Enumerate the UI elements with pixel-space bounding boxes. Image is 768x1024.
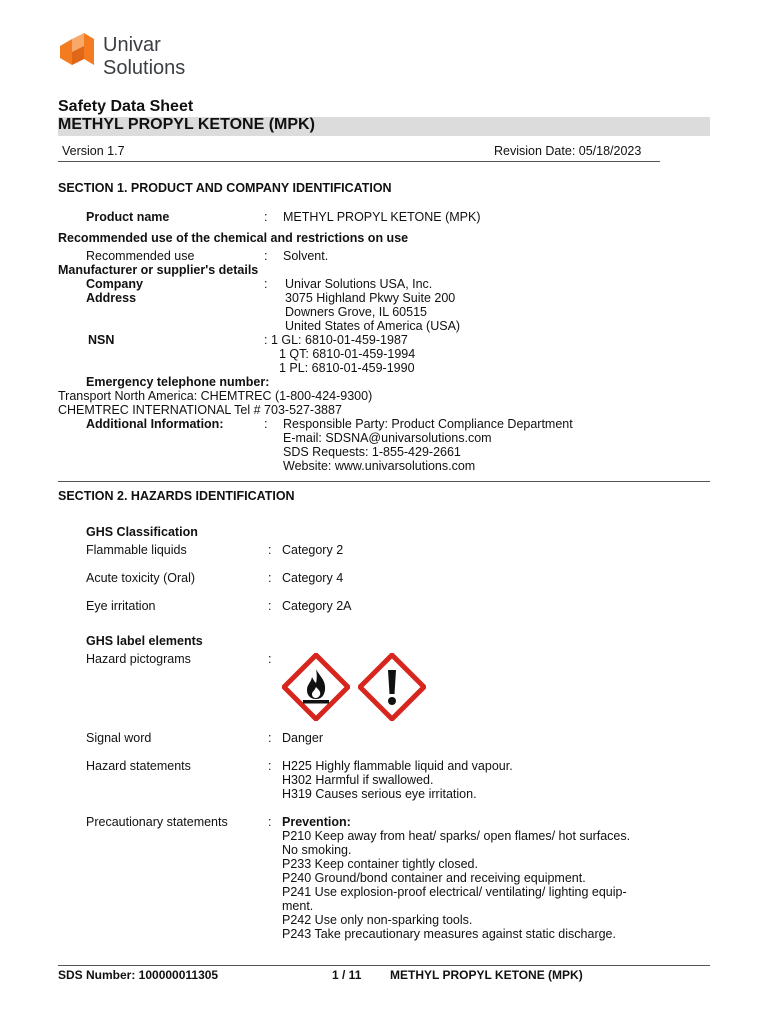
additional-info-line: E-mail: SDSNA@univarsolutions.com: [283, 431, 492, 445]
additional-info-label: Additional Information:: [86, 417, 224, 431]
colon: :: [268, 815, 272, 829]
nsn-line: : 1 GL: 6810-01-459-1987: [264, 333, 408, 347]
logo-text-solutions: Solutions: [103, 57, 186, 79]
colon: :: [268, 759, 272, 773]
hazard-statement: H225 Highly flammable liquid and vapour.: [282, 759, 513, 773]
label-elements-heading: GHS label elements: [86, 634, 203, 648]
nsn-line: 1 QT: 6810-01-459-1994: [279, 347, 416, 361]
classification-label: Flammable liquids: [86, 543, 187, 557]
recommended-use-heading: Recommended use of the chemical and restrictions on use: [58, 231, 409, 245]
emergency-line: CHEMTREC INTERNATIONAL Tel # 703-527-3887: [58, 403, 342, 417]
colon: :: [268, 599, 272, 613]
company-label: Company: [86, 277, 143, 291]
colon: :: [268, 731, 272, 745]
company-value: Univar Solutions USA, Inc.: [285, 277, 433, 291]
address-line: 3075 Highland Pkwy Suite 200: [285, 291, 456, 305]
address-line: Downers Grove, IL 60515: [285, 305, 427, 319]
classification-value: Category 2A: [282, 599, 352, 613]
product-name-value: METHYL PROPYL KETONE (MPK): [283, 210, 481, 224]
logo-text-univar: Univar: [103, 34, 161, 56]
classification-value: Category 2: [282, 543, 344, 557]
additional-info-line: Website: www.univarsolutions.com: [283, 459, 476, 473]
section2-heading: SECTION 2. HAZARDS IDENTIFICATION: [58, 489, 295, 503]
univar-logo-icon: [58, 32, 94, 72]
exclamation-pictogram-icon: [358, 653, 426, 721]
emergency-line: Transport North America: CHEMTREC (1-800-424-9300): [58, 389, 373, 403]
precaution-line: P233 Keep container tightly closed.: [282, 857, 478, 871]
precaution-line: P240 Ground/bond container and receiving equipment.: [282, 871, 586, 885]
additional-info-line: Responsible Party: Product Compliance Department: [283, 417, 573, 431]
document-type: Safety Data Sheet: [58, 98, 194, 115]
address-line: United States of America (USA): [285, 319, 461, 333]
address-label: Address: [86, 291, 137, 305]
precaution-line: P243 Take precautionary measures against static discharge.: [282, 927, 616, 941]
precaution-line: P242 Use only non-sparking tools.: [282, 913, 473, 927]
version: Version 1.7: [62, 144, 125, 158]
precautionary-label: Precautionary statements: [86, 815, 228, 829]
colon: :: [268, 652, 272, 666]
additional-info-line: SDS Requests: 1-855-429-2661: [283, 445, 461, 459]
classification-value: Category 4: [282, 571, 344, 585]
precaution-line: No smoking.: [282, 843, 352, 857]
colon: :: [264, 277, 268, 291]
prevention-heading: Prevention:: [282, 815, 351, 829]
hazard-statement: H319 Causes serious eye irritation.: [282, 787, 477, 801]
revision-date: Revision Date: 05/18/2023: [494, 144, 642, 158]
precaution-line: P241 Use explosion-proof electrical/ ventilating/ lighting equip-: [282, 885, 627, 899]
product-title: METHYL PROPYL KETONE (MPK): [58, 116, 315, 133]
recommended-use-label: Recommended use: [86, 249, 195, 263]
pictograms-label: Hazard pictograms: [86, 652, 191, 666]
section1-heading: SECTION 1. PRODUCT AND COMPANY IDENTIFICATION: [58, 181, 392, 195]
product-name-label: Product name: [86, 210, 170, 224]
colon: :: [264, 417, 268, 431]
sds-number: SDS Number: 100000011305: [58, 968, 219, 982]
colon: :: [268, 571, 272, 585]
emergency-heading: Emergency telephone number:: [86, 375, 270, 389]
section-divider: [58, 481, 710, 482]
hazard-statements-label: Hazard statements: [86, 759, 191, 773]
manufacturer-heading: Manufacturer or supplier's details: [58, 263, 259, 277]
univar-logo: [58, 30, 208, 80]
precaution-line: P210 Keep away from heat/ sparks/ open flames/ hot surfaces.: [282, 829, 631, 843]
signal-word-label: Signal word: [86, 731, 152, 745]
hazard-statement: H302 Harmful if swallowed.: [282, 773, 434, 787]
recommended-use-value: Solvent.: [283, 249, 329, 263]
colon: :: [268, 543, 272, 557]
nsn-label: NSN: [88, 333, 115, 347]
colon: :: [264, 210, 268, 224]
footer-product: METHYL PROPYL KETONE (MPK): [390, 968, 583, 982]
header-divider: [58, 161, 660, 162]
signal-word-value: Danger: [282, 731, 323, 745]
flame-pictogram-icon: [282, 653, 350, 721]
classification-label: Acute toxicity (Oral): [86, 571, 196, 585]
precaution-line: ment.: [282, 899, 314, 913]
colon: :: [264, 249, 268, 263]
footer-divider: [58, 965, 710, 966]
nsn-line: 1 PL: 6810-01-459-1990: [279, 361, 415, 375]
ghs-classification-heading: GHS Classification: [86, 525, 198, 539]
classification-label: Eye irritation: [86, 599, 156, 613]
page-number: 1 / 11: [332, 968, 362, 982]
